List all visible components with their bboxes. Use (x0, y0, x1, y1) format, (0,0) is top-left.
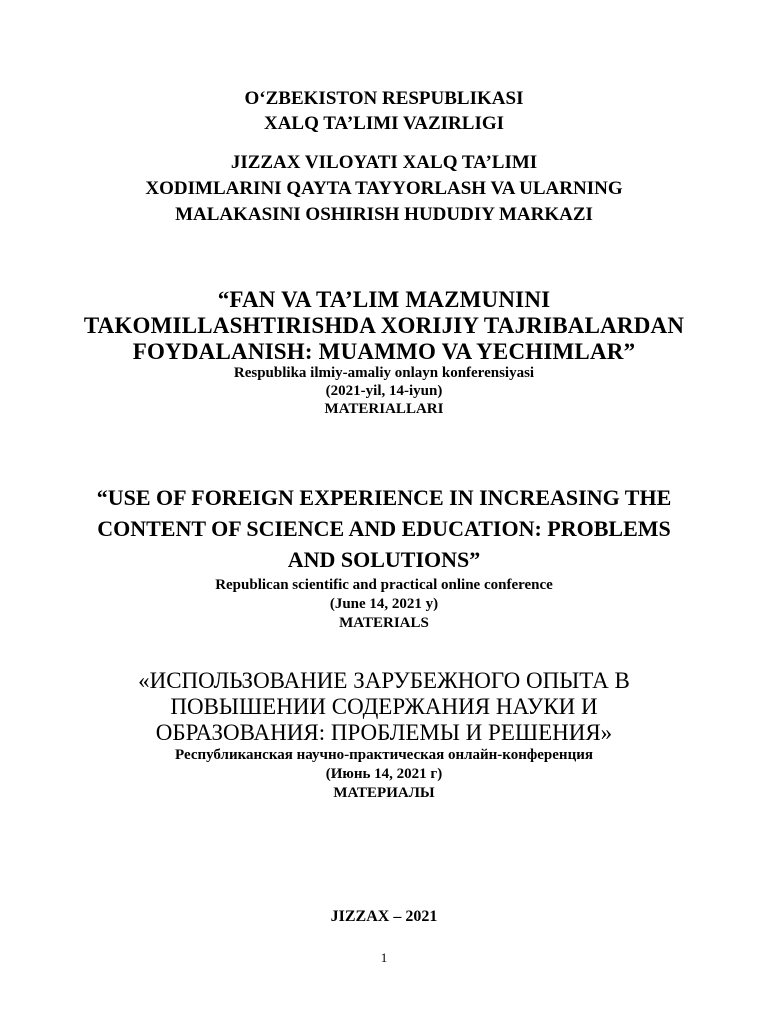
title-ru-line-3: ОБРАЗОВАНИЯ: ПРОБЛЕМЫ И РЕШЕНИЯ» (155, 720, 613, 745)
center-line-2: XODIMLARINI QAYTA TAYYORLASH VA ULARNING (145, 178, 623, 199)
subtitle-en: Republican scientific and practical online conference (215, 577, 553, 593)
conference-details-en (0, 576, 768, 633)
ministry-heading (0, 86, 768, 136)
title-en-line-3: AND SOLUTIONS” (287, 547, 481, 572)
date-ru: (Июнь 14, 2021 г) (325, 766, 443, 782)
conference-title-en (0, 482, 768, 575)
date-en: (June 14, 2021 y) (329, 596, 439, 612)
conference-title-uz (0, 287, 768, 365)
regional-center-heading (0, 150, 768, 228)
materials-en: MATERIALS (339, 615, 429, 631)
subtitle-uz: Respublika ilmiy-amaliy onlayn konferensiyasi (233, 365, 535, 381)
title-uz-line-3: FOYDALANISH: MUAMMO VA YECHIMLAR” (132, 339, 636, 364)
ministry-line-2: XALQ TA’LIMI VAZIRLIGI (263, 113, 505, 134)
title-ru-line-1: «ИСПОЛЬЗОВАНИЕ ЗАРУБЕЖНОГО ОПЫТА В (138, 668, 630, 693)
conference-details-uz (0, 364, 768, 418)
title-uz-line-1: “FAN VA TA’LIM MAZMUNINI (217, 287, 551, 312)
title-ru-line-2: ПОВЫШЕНИИ СОДЕРЖАНИЯ НАУКИ И (170, 694, 598, 719)
center-line-1: JIZZAX VILOYATI XALQ TA’LIMI (230, 152, 538, 173)
title-en-line-1: “USE OF FOREIGN EXPERIENCE IN INCREASING THE (96, 485, 672, 510)
materials-uz: MATERIALLARI (324, 401, 444, 417)
title-en-line-2: CONTENT OF SCIENCE AND EDUCATION: PROBLEMS (97, 516, 671, 541)
conference-title-ru (0, 668, 768, 746)
date-uz: (2021-yil, 14-iyun) (325, 383, 443, 399)
conference-details-ru (0, 746, 768, 803)
center-line-3: MALAKASINI OSHIRISH HUDUDIY MARKAZI (175, 204, 593, 225)
title-uz-line-2: TAKOMILLASHTIRISHDA XORIJIY TAJRIBALARDAN (83, 313, 685, 338)
city-year: JIZZAX – 2021 (330, 908, 438, 925)
materials-ru: МАТЕРИАЛЫ (333, 785, 435, 801)
page-number: 1 (380, 950, 388, 965)
ministry-line-1: O‘ZBEKISTON RESPUBLIKASI (244, 88, 524, 109)
subtitle-ru: Республиканская научно-практическая онлайн-конференция (175, 747, 593, 763)
